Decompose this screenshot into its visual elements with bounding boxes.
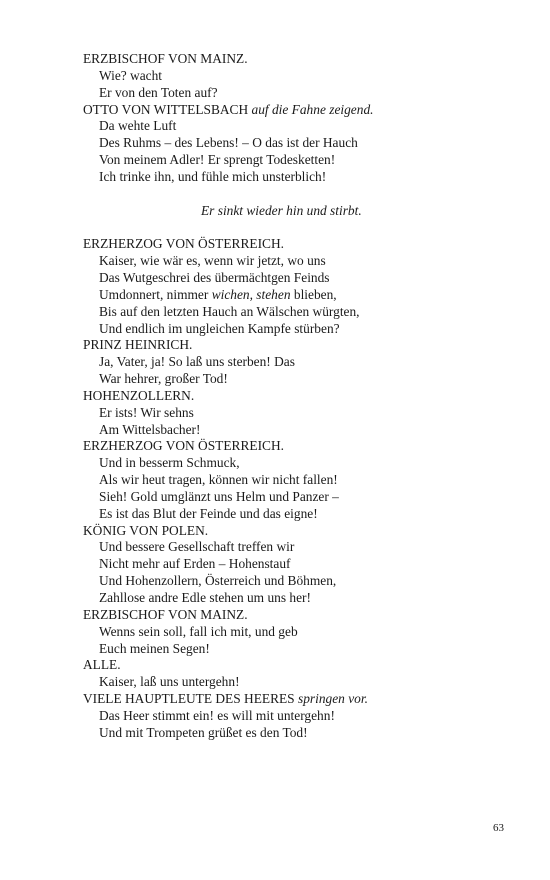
verse-line: Nicht mehr auf Erden – Hohenstauf xyxy=(99,556,291,572)
verse-line: Und bessere Gesellschaft treffen wir xyxy=(99,539,295,555)
verse-line: Er ists! Wir sehns xyxy=(99,404,194,420)
verse-line: Das Heer stimmt ein! es will mit untergehn! xyxy=(99,707,335,723)
speaker-line xyxy=(83,236,523,253)
speaker-name: ERZHERZOG VON ÖSTERREICH. xyxy=(83,438,284,454)
speaker-name: ERZBISCHOF VON MAINZ. xyxy=(83,606,248,622)
speaker-line xyxy=(83,388,523,405)
speaker-line xyxy=(83,102,523,119)
stage-direction: springen vor. xyxy=(297,691,368,707)
verse-line: Sieh! Gold umglänzt uns Helm und Panzer – xyxy=(99,488,339,504)
speaker-name: ERZBISCHOF VON MAINZ. xyxy=(83,51,248,66)
verse-line: Es ist das Blut der Feinde und das eigne! xyxy=(99,505,318,521)
page-number: 63 xyxy=(493,822,504,834)
verse-line: Bis auf den letzten Hauch an Wälschen würgten, xyxy=(99,303,360,319)
verse-line: Ich trinke ihn, und fühle mich unsterblich! xyxy=(99,168,327,184)
speaker-name: KÖNIG VON POLEN. xyxy=(83,522,209,538)
speaker-line xyxy=(83,438,523,455)
verse-line: Und Hohenzollern, Österreich und Böhmen, xyxy=(99,573,337,589)
blank-line xyxy=(83,219,523,236)
verse-line: Das Wutgeschrei des übermächtgen Feinds xyxy=(99,269,330,285)
verse-line: Zahllose andre Edle stehen um uns her! xyxy=(99,590,311,605)
verse-line: Des Ruhms – des Lebens! – O das ist der Hauch xyxy=(99,135,358,151)
speaker-name: HOHENZOLLERN. xyxy=(83,387,195,403)
speaker-name: VIELE HAUPTLEUTE DES HEERES xyxy=(83,691,295,707)
stage-direction: auf die Fahne zeigend. xyxy=(251,101,374,117)
verse-line: Er von den Toten auf? xyxy=(99,84,218,100)
verse-line: Als wir heut tragen, können wir nicht fallen! xyxy=(99,472,338,488)
verse-line: Ja, Vater, ja! So laß uns sterben! Das xyxy=(99,354,295,370)
verse-line: War hehrer, großer Tod! xyxy=(99,371,228,387)
verse-line: Wenns sein soll, fall ich mit, und geb xyxy=(99,623,298,639)
speaker-name: ERZHERZOG VON ÖSTERREICH. xyxy=(83,236,284,252)
verse-text: Umdonnert, nimmer xyxy=(99,286,212,302)
speaker-line xyxy=(83,607,523,624)
stage-direction-line: Er sinkt wieder hin und stirbt. xyxy=(201,202,362,218)
verse-line: Und mit Trompeten grüßet es den Tod! xyxy=(99,724,308,740)
emphasized-text: wichen, stehen xyxy=(211,286,291,302)
verse-line: Und endlich im ungleichen Kampfe stürben? xyxy=(99,320,340,336)
verse-line: Kaiser, laß uns untergehn! xyxy=(99,674,240,690)
verse-line: Am Wittelsbacher! xyxy=(99,421,201,437)
verse-line: Von meinem Adler! Er sprengt Todesketten! xyxy=(99,152,336,168)
speaker-line xyxy=(83,523,523,540)
speaker-line xyxy=(83,51,523,68)
verse-text: blieben, xyxy=(290,286,337,302)
speaker-line xyxy=(83,691,523,708)
speaker-name: PRINZ HEINRICH. xyxy=(83,337,193,353)
verse-line: Euch meinen Segen! xyxy=(99,640,210,656)
verse-line: Wie? wacht xyxy=(99,67,163,83)
verse-line: Und in besserm Schmuck, xyxy=(99,455,240,471)
speaker-name: ALLE. xyxy=(83,657,121,673)
verse-line xyxy=(83,287,523,304)
speaker-line xyxy=(83,657,523,674)
drama-text xyxy=(83,51,523,742)
speaker-name: OTTO VON WITTELSBACH xyxy=(83,101,249,117)
verse-line: Da wehte Luft xyxy=(99,118,177,134)
speaker-line xyxy=(83,337,523,354)
blank-line xyxy=(83,186,523,203)
verse-line: Kaiser, wie wär es, wenn wir jetzt, wo uns xyxy=(99,253,326,269)
